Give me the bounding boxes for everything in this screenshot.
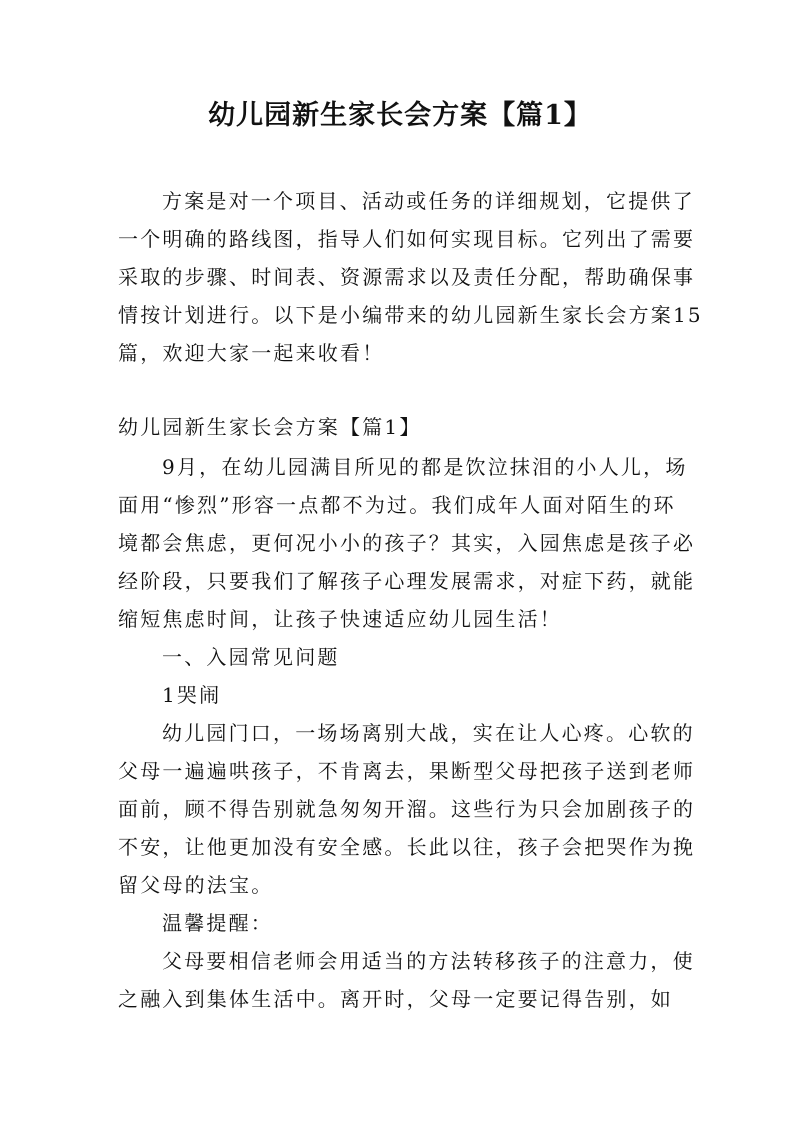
intro-line: 篇，欢迎大家一起来收看！: [118, 341, 385, 365]
subheading: 1哭闹: [162, 683, 222, 707]
paragraph-line: 不安，让他更加没有安全感。长此以往，孩子会把哭作为挽: [118, 835, 696, 859]
paragraph-line: 面前，顾不得告别就急匆匆开溜。这些行为只会加剧孩子的: [118, 797, 696, 821]
section-heading: 幼儿园新生家长会方案【篇1】: [118, 415, 422, 439]
intro-line: 一个明确的路线图，指导人们如何实现目标。它列出了需要: [118, 227, 696, 251]
paragraph-line: 父母要相信老师会用适当的方法转移孩子的注意力，使: [162, 949, 695, 973]
tip-label: 温馨提醒：: [162, 911, 273, 935]
paragraph-line: 面用“惨烈”形容一点都不为过。我们成年人面对陌生的环: [118, 493, 676, 517]
intro-line: 情按计划进行。以下是小编带来的幼儿园新生家长会方案15: [118, 303, 703, 327]
paragraph-line: 之融入到集体生活中。离开时，父母一定要记得告别，如: [118, 987, 673, 1011]
paragraph-line: 9月，在幼儿园满目所见的都是饮泣抹泪的小人儿，场: [162, 455, 688, 479]
paragraph-line: 经阶段，只要我们了解孩子心理发展需求，对症下药，就能: [118, 569, 696, 593]
paragraph-line: 留父母的法宝。: [118, 873, 274, 897]
subheading: 一、入园常见问题: [162, 645, 340, 669]
document-title: 幼儿园新生家长会方案【篇1】: [208, 100, 592, 131]
paragraph-line: 幼儿园门口，一场场离别大战，实在让人心疼。心软的: [162, 721, 695, 745]
paragraph-line: 境都会焦虑，更何况小小的孩子？其实，入园焦虑是孩子必: [118, 531, 696, 555]
paragraph-line: 缩短焦虑时间，让孩子快速适应幼儿园生活！: [118, 607, 562, 631]
paragraph-line: 父母一遍遍哄孩子，不肯离去，果断型父母把孩子送到老师: [118, 759, 696, 783]
intro-line: 采取的步骤、时间表、资源需求以及责任分配，帮助确保事: [118, 265, 696, 289]
intro-line: 方案是对一个项目、活动或任务的详细规划，它提供了: [162, 189, 695, 213]
